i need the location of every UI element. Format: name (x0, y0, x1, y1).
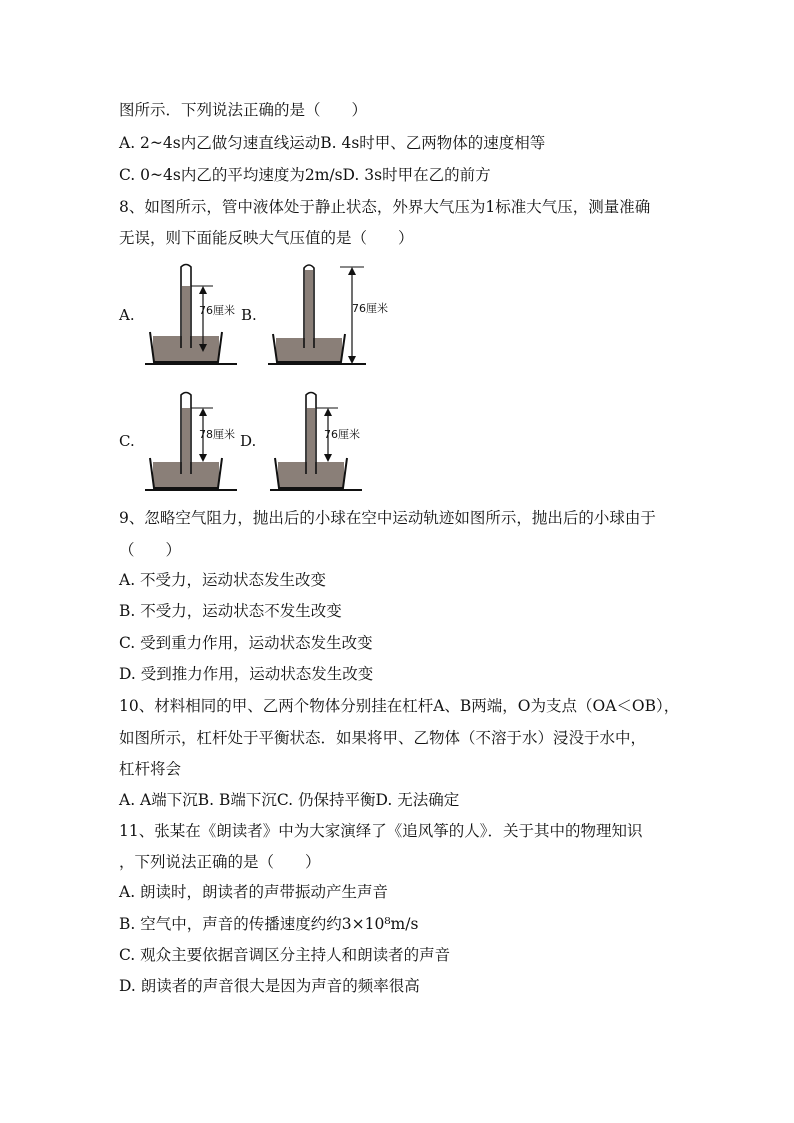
height-label-d: 76厘米 (324, 428, 360, 441)
barometer-figure-d (270, 386, 380, 496)
q8-stem: 8、如图所示，管中液体处于静止状态，外界大气压为1标准大气压，测量准确 (119, 198, 651, 216)
q7-options-cd: C. 0~4s内乙的平均速度为2m/sD. 3s时甲在乙的前方 (119, 166, 491, 184)
q11-stem-cont: ，下列说法正确的是（ ） (119, 853, 321, 871)
q9-stem-cont: （ ） (119, 541, 182, 559)
q9-option-a: A. 不受力，运动状态发生改变 (119, 571, 327, 589)
q9-option-d: D. 受到推力作用，运动状态发生改变 (119, 665, 374, 683)
q11-option-b: B. 空气中，声音的传播速度约约3×10⁸m/s (119, 915, 419, 933)
height-label-b: 76厘米 (352, 302, 388, 315)
q11-stem: 11、张某在《朗读者》中为大家演绎了《追风筝的人》．关于其中的物理知识 (119, 822, 643, 840)
q9-stem: 9、忽略空气阻力，抛出后的小球在空中运动轨迹如图所示，抛出后的小球由于 (119, 509, 656, 527)
q9-option-c: C. 受到重力作用，运动状态发生改变 (119, 634, 373, 652)
q7-options-ab: A. 2~4s内乙做匀速直线运动B. 4s时甲、乙两物体的速度相等 (119, 134, 546, 152)
barometer-figure-a (145, 258, 255, 370)
q7-stem-end: 图所示．下列说法正确的是（ ） (119, 101, 368, 119)
q10-stem: 10、材料相同的甲、乙两个物体分别挂在杠杆A、B两端，O为支点（OA＜OB）， (119, 697, 680, 715)
q11-option-c: C. 观众主要依据音调区分主持人和朗读者的声音 (119, 946, 451, 964)
barometer-figure-b (268, 258, 388, 370)
height-label-c: 78厘米 (199, 428, 235, 441)
q10-stem-end: 杠杆将会 (119, 760, 182, 778)
height-label-a: 76厘米 (199, 304, 235, 317)
q8-option-c-label: C. (119, 432, 135, 450)
q9-option-b: B. 不受力，运动状态不发生改变 (119, 602, 342, 620)
q10-options: A. A端下沉B. B端下沉C. 仍保持平衡D. 无法确定 (119, 791, 460, 809)
q11-option-a: A. 朗读时，朗读者的声带振动产生声音 (119, 883, 389, 901)
q8-stem-cont: 无误，则下面能反映大气压值的是（ ） (119, 229, 414, 247)
q8-option-d-label: D. (240, 432, 257, 450)
q8-option-a-label: A. (119, 306, 135, 324)
barometer-figure-c (145, 386, 255, 496)
q8-option-b-label: B. (241, 306, 257, 324)
q10-stem-cont: 如图所示，杠杆处于平衡状态．如果将甲、乙物体（不溶于水）浸没于水中， (119, 729, 647, 747)
q11-option-d: D. 朗读者的声音很大是因为声音的频率很高 (119, 977, 420, 995)
